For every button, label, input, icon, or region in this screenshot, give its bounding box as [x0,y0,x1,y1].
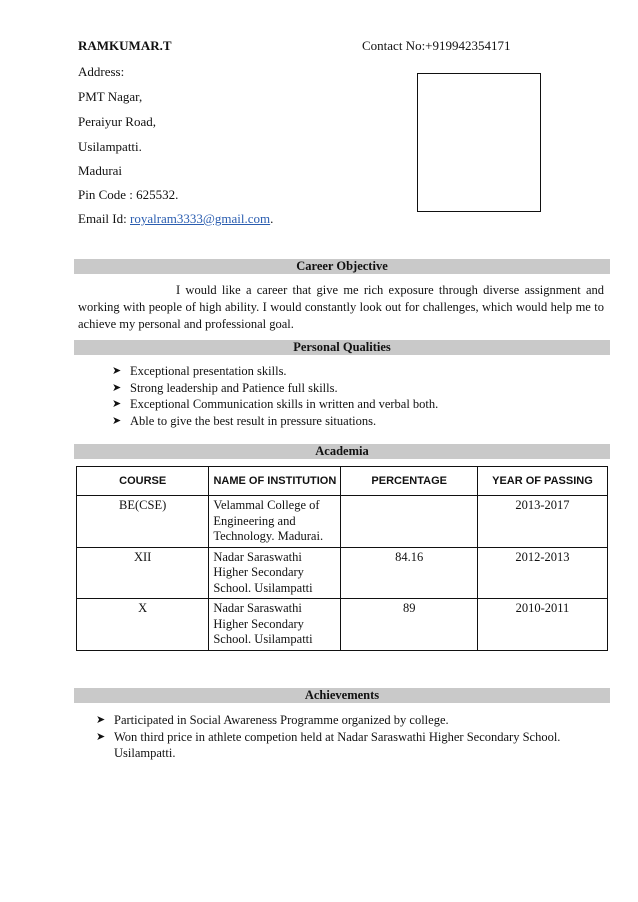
email-label: Email Id: [78,211,127,226]
list-item [112,380,438,397]
address-line-2: Peraiyur Road, [78,114,156,129]
column-header-year: YEAR OF PASSING [477,467,607,496]
cell-year: 2013-2017 [477,496,607,548]
address-label: Address: [78,64,125,79]
cell-institution: Nadar Saraswathi Higher Secondary School. Usilampatti [209,599,341,651]
personal-qualities-list [112,363,438,429]
arrow-bullet-icon: ➤ [96,730,106,743]
list-item-text: Exceptional Communication skills in written and verbal both. [130,397,439,411]
list-item [112,396,438,413]
photo-placeholder [417,73,541,212]
career-objective-text: I would like a career that give me rich exposure through diverse assignment and working with people of high ability. I would constantly look out for challenges, which would help me to achieve my personal and professional goal. [78,283,604,331]
arrow-bullet-icon: ➤ [112,365,122,377]
list-item-text: Exceptional presentation skills. [130,364,287,378]
cell-course: XII [77,547,209,599]
list-item-text: Won third price in athlete competion held at Nadar Saraswathi Higher Secondary School. Usilampatti. [114,729,561,760]
address-line-1: PMT Nagar, [78,89,143,104]
contact-number: Contact No:+919942354171 [362,38,511,53]
list-item [112,363,438,380]
address-line-4: Madurai [78,163,123,178]
table-row [77,547,608,599]
list-item-text: Able to give the best result in pressure situations. [130,413,377,428]
cell-year: 2012-2013 [477,547,607,599]
list-item [96,712,596,729]
column-header-institution: NAME OF INSTITUTION [209,467,341,496]
list-item-text: Strong leadership and Patience full skills. [130,380,338,395]
arrow-bullet-icon: ➤ [112,381,122,394]
cell-percentage: 84.16 [341,547,477,599]
achievements-heading: Achievements [74,688,610,703]
personal-qualities-heading: Personal Qualities [74,340,610,355]
list-item-text: Participated in Social Awareness Programme organized by college. [114,713,449,727]
table-row [77,599,608,651]
cell-institution: Velammal College of Engineering and Technology. Madurai. [209,496,341,548]
list-item [96,729,596,762]
address-line-5: Pin Code : 625532. [78,187,179,202]
table-row [77,496,608,548]
academia-table [76,466,608,651]
candidate-name: RAMKUMAR.T [78,38,172,53]
cell-course: X [77,599,209,651]
academia-heading: Academia [74,444,610,459]
column-header-course: COURSE [77,467,209,496]
email-link[interactable]: royalram3333@gmail.com [130,211,271,226]
table-header-row [77,467,608,496]
list-item [112,413,438,430]
email-trailer: . [270,211,274,226]
address-line-3: Usilampatti. [78,139,142,154]
column-header-percentage: PERCENTAGE [341,467,477,496]
cell-percentage: 89 [341,599,477,651]
career-objective-heading: Career Objective [74,259,610,274]
cell-year: 2010-2011 [477,599,607,651]
cell-course: BE(CSE) [77,496,209,548]
cell-percentage [341,496,477,548]
arrow-bullet-icon: ➤ [112,414,122,427]
arrow-bullet-icon: ➤ [96,714,106,726]
arrow-bullet-icon: ➤ [112,398,122,410]
achievements-list [96,712,596,762]
cell-institution: Nadar Saraswathi Higher Secondary School. Usilampatti [209,547,341,599]
email-row [78,211,273,227]
